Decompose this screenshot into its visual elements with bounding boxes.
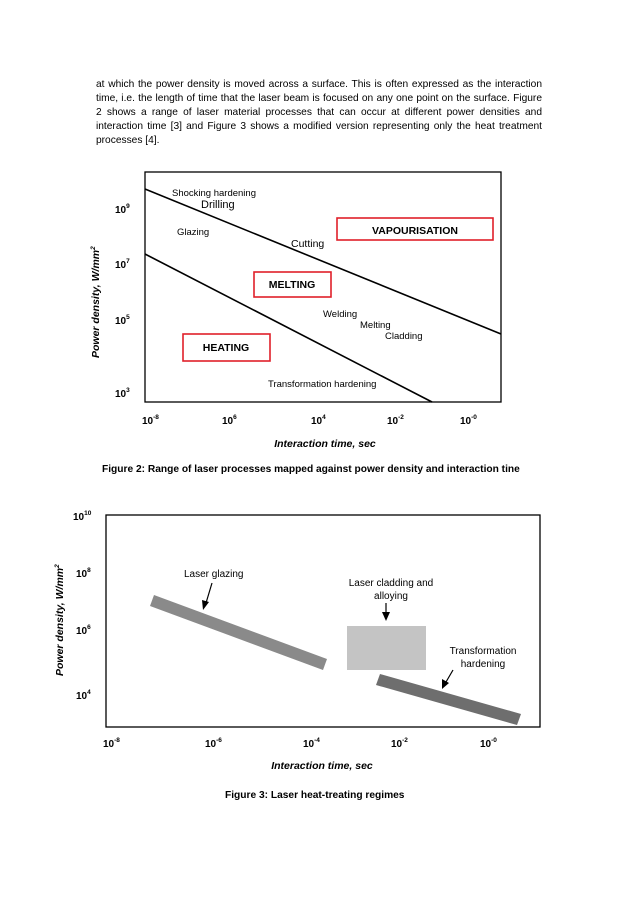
fig2-xtick-1: $10^{-8}$: [142, 414, 159, 427]
fig3-caption: Figure 3: Laser heat-treating regimes: [225, 790, 405, 801]
fig3-xtick-3: $10^{-4}$: [303, 737, 320, 750]
fig2-label-melting: Melting: [360, 320, 391, 331]
fig3-label-transformation-line2: hardening: [460, 659, 506, 670]
fig2-xtick-5: $10^{-0}$: [460, 414, 477, 427]
fig3-label-transformation-line1: Transformation: [449, 646, 517, 657]
fig2-melting-label: MELTING: [268, 279, 316, 291]
fig3-ylabel: Power density, $W/mm^2$: [54, 564, 66, 676]
fig3-label-laser-glazing: Laser glazing: [184, 569, 244, 580]
fig2-heating-label: HEATING: [202, 342, 250, 354]
fig3-xtick-2: $10^{-6}$: [205, 737, 222, 750]
fig2-label-transformation-hardening: Transformation hardening: [268, 379, 377, 390]
fig3-arrow-transformation: [442, 670, 453, 689]
fig3-xtick-5: $10^{-0}$: [480, 737, 497, 750]
fig2-label-cladding: Cladding: [385, 331, 423, 342]
fig3-label-cladding-line2: alloying: [374, 591, 408, 602]
fig3-block-laser-cladding: [347, 626, 426, 670]
fig3-xlabel: Interaction time, sec: [271, 760, 373, 772]
fig3-ytick-1e8: $10^8$: [76, 567, 91, 580]
fig2-xtick-4: $10^{-2}$: [387, 414, 404, 427]
fig2-xtick-2: $10^6$: [222, 414, 237, 427]
fig2-ytick-1e5: $10^5$: [115, 314, 130, 327]
fig2-caption: Figure 2: Range of laser processes mapped against power density and interaction tine: [102, 464, 520, 475]
fig3-band-transformation-hardening: [376, 674, 521, 725]
fig2-vapourisation-label: VAPOURISATION: [372, 225, 458, 237]
fig2-label-glazing: Glazing: [177, 227, 210, 238]
fig3-ytick-1e6: $10^6$: [76, 624, 91, 637]
fig3-arrow-glazing: [202, 583, 212, 610]
fig2-label-cutting: Cutting: [291, 238, 325, 250]
fig2-xtick-3: $10^4$: [311, 414, 326, 427]
fig2-ytick-1e3: $10^3$: [115, 387, 130, 400]
fig2-label-welding: Welding: [323, 309, 358, 320]
fig2-ytick-1e7: $10^7$: [115, 258, 130, 271]
fig3-xtick-4: $10^{-2}$: [391, 737, 408, 750]
fig3-arrow-cladding: [382, 603, 390, 621]
body-paragraph: at which the power density is moved across a surface. This is often expressed as the interaction time, i.e. the length of time that the laser beam is focused on any one point on the surface. Figure 2 shows a range of laser material processes that can occur at different power densities and interaction time [3] and Figure 3 shows a modified version representing only the heat treatment processes [4].: [96, 79, 542, 147]
fig3-label-cladding-line1: Laser cladding and: [348, 578, 434, 589]
fig2-ytick-1e9: $10^9$: [115, 203, 130, 216]
fig3-band-laser-glazing: [150, 595, 327, 670]
fig3-ytick-1e10: $10^{10}$: [73, 510, 92, 523]
fig3-xtick-1: $10^{-8}$: [103, 737, 120, 750]
fig3-plot-frame: [106, 515, 540, 727]
fig3-ytick-1e4: $10^4$: [76, 689, 91, 702]
fig2-xlabel: Interaction time, sec: [274, 438, 376, 450]
fig2-ylabel: Power density, $W/mm^2$: [90, 246, 102, 358]
fig2-label-shocking-hardening: Shocking hardening: [172, 188, 256, 199]
fig2-label-drilling: Drilling: [201, 199, 235, 211]
